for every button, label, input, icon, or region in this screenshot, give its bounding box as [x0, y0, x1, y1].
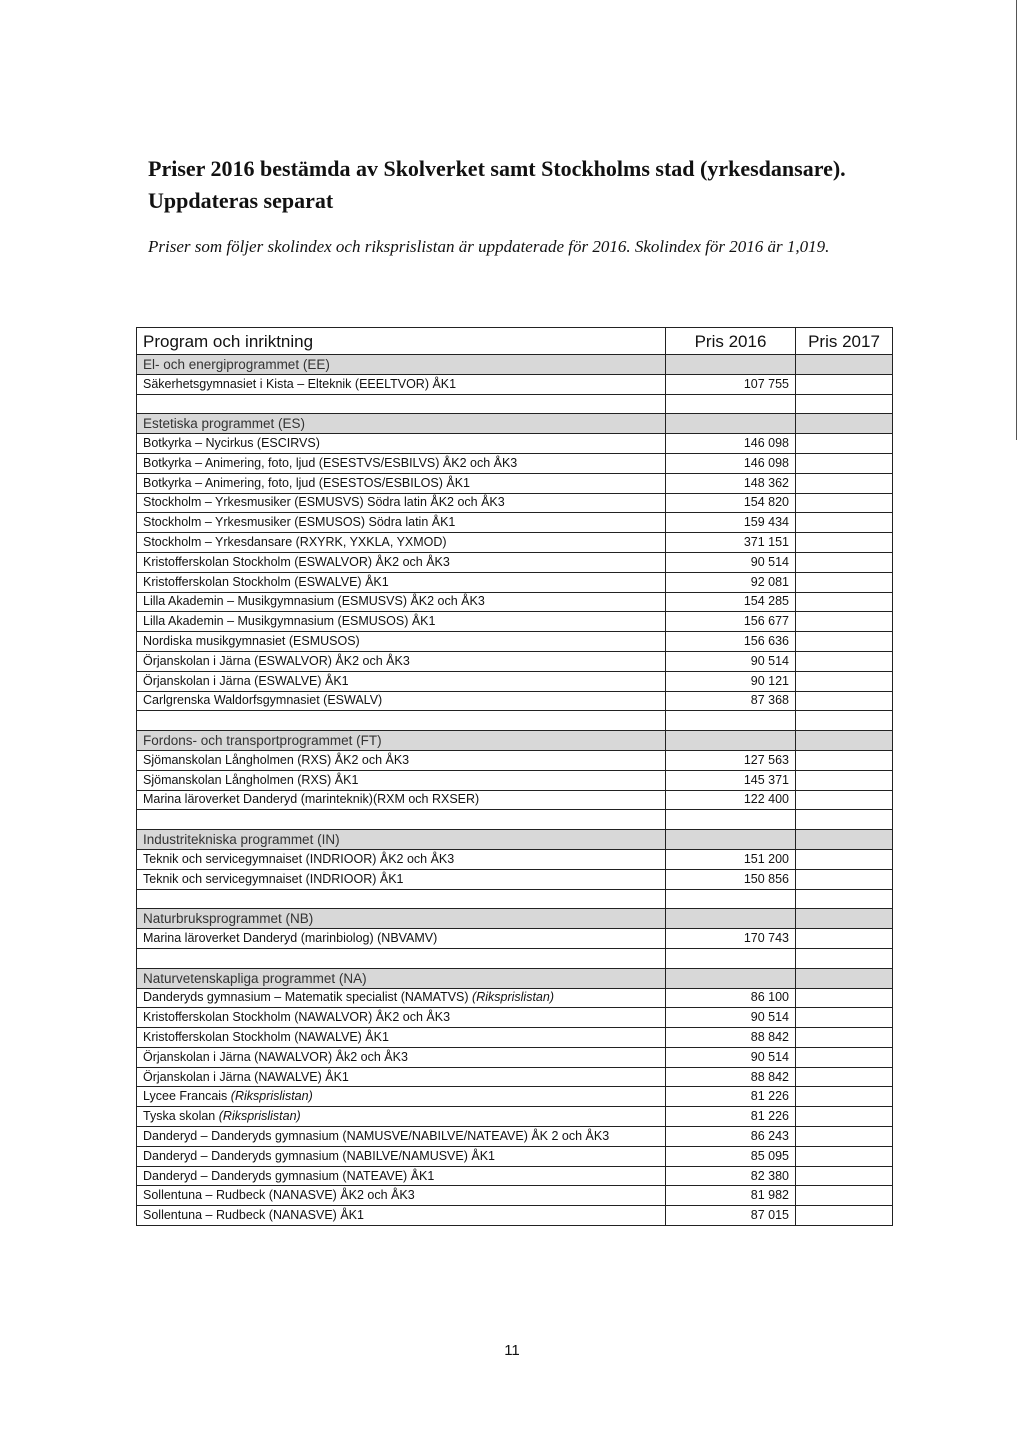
program-name: Kristofferskolan Stockholm (NAWALVE) ÅK1: [143, 1029, 389, 1044]
program-name-cell: [137, 1028, 666, 1048]
section-header-row: [137, 355, 893, 375]
program-name: Stockholm – Yrkesdansare (RXYRK, YXKLA, YXMOD): [143, 535, 447, 550]
price-2016-cell: 156 677: [666, 612, 796, 632]
page-edge-rule: [1016, 0, 1017, 440]
page-subtitle: Priser som följer skolindex och riksprislistan är uppdaterade för 2016. Skolindex för 2016 är 1,019.: [148, 237, 830, 256]
program-name: Lycee Francais: [143, 1089, 228, 1104]
program-name-cell: [137, 849, 666, 869]
price-2017-cell: [796, 671, 893, 691]
price-2017-cell: [796, 1047, 893, 1067]
table-row: [137, 929, 893, 949]
program-name-cell: [137, 988, 666, 1008]
price-2016-cell: 122 400: [666, 790, 796, 810]
program-name: Stockholm – Yrkesmusiker (ESMUSVS) Södra latin ÅK2 och ÅK3: [143, 495, 505, 510]
page-heading: Priser 2016 bestämda av Skolverket samt Stockholms stad (yrkesdansare). Uppdateras separat: [148, 156, 846, 213]
table-row: [137, 1047, 893, 1067]
section-empty-cell: [666, 414, 796, 434]
program-name: Marina läroverket Danderyd (marinteknik)(RXM och RXSER): [143, 792, 480, 807]
program-name: Tyska skolan: [143, 1109, 216, 1124]
program-name-cell: [137, 1127, 666, 1147]
program-name: Kristofferskolan Stockholm (ESWALVOR) ÅK2 och ÅK3: [143, 554, 450, 569]
table-row: [137, 572, 893, 592]
section-empty-cell: [796, 355, 893, 375]
price-2016-cell: 145 371: [666, 770, 796, 790]
table-row: [137, 1186, 893, 1206]
price-2017-cell: [796, 1008, 893, 1028]
program-name: Danderyds gymnasium – Matematik specialist (NAMATVS): [143, 990, 469, 1005]
price-2016-cell: 90 514: [666, 1047, 796, 1067]
price-2017-cell: [796, 1028, 893, 1048]
spacer-row: [137, 711, 893, 731]
page-number: 11: [504, 1342, 520, 1359]
price-2017-cell: [796, 869, 893, 889]
section-empty-cell: [666, 968, 796, 988]
program-name-cell: [137, 592, 666, 612]
price-2017-cell: [796, 374, 893, 394]
program-name-cell: [137, 869, 666, 889]
section-empty-cell: [796, 830, 893, 850]
program-name: Danderyd – Danderyds gymnasium (NAMUSVE/NABILVE/NATEAVE) ÅK 2 och ÅK3: [143, 1128, 610, 1143]
program-name-cell: [137, 1166, 666, 1186]
price-2016-cell: 92 081: [666, 572, 796, 592]
price-2016-cell: 154 285: [666, 592, 796, 612]
price-2016-cell: 81 982: [666, 1186, 796, 1206]
program-name-cell: [137, 612, 666, 632]
price-2016-cell: 82 380: [666, 1166, 796, 1186]
program-name: Botkyrka – Nycirkus (ESCIRVS): [143, 436, 320, 451]
program-name-cell: [137, 1186, 666, 1206]
price-2017-cell: [796, 1127, 893, 1147]
price-2017-cell: [796, 1146, 893, 1166]
table-row: [137, 453, 893, 473]
table-row: [137, 434, 893, 454]
program-name: Kristofferskolan Stockholm (ESWALVE) ÅK1: [143, 574, 389, 589]
program-name-cell: [137, 790, 666, 810]
spacer-cell: [137, 394, 666, 414]
price-table: [136, 327, 893, 1226]
spacer-cell: [666, 394, 796, 414]
price-2016-cell: 90 121: [666, 671, 796, 691]
table-row: [137, 1206, 893, 1226]
spacer-cell: [666, 889, 796, 909]
program-name: Örjanskolan i Järna (NAWALVOR) Åk2 och ÅK3: [143, 1049, 408, 1064]
program-name-cell: [137, 1047, 666, 1067]
table-row: [137, 513, 893, 533]
program-name-cell: [137, 552, 666, 572]
table-row: [137, 651, 893, 671]
program-name-cell: [137, 1087, 666, 1107]
price-2017-cell: [796, 453, 893, 473]
table-row: [137, 790, 893, 810]
spacer-cell: [796, 948, 893, 968]
spacer-cell: [796, 711, 893, 731]
section-empty-cell: [666, 909, 796, 929]
price-2017-cell: [796, 493, 893, 513]
section-title: Naturvetenskapliga programmet (NA): [137, 968, 666, 988]
table-row: [137, 671, 893, 691]
price-2016-cell: 148 362: [666, 473, 796, 493]
spacer-cell: [137, 711, 666, 731]
price-2017-cell: [796, 434, 893, 454]
table-row: [137, 473, 893, 493]
program-name: Örjanskolan i Järna (ESWALVOR) ÅK2 och ÅK3: [143, 653, 410, 668]
price-2016-cell: 86 100: [666, 988, 796, 1008]
program-name-cell: [137, 1008, 666, 1028]
table-row: [137, 592, 893, 612]
spacer-cell: [666, 711, 796, 731]
price-2016-cell: 371 151: [666, 533, 796, 553]
riksprislistan-note: (Riksprislistan): [472, 990, 554, 1005]
section-empty-cell: [666, 731, 796, 751]
table-row: [137, 552, 893, 572]
price-2016-cell: 146 098: [666, 453, 796, 473]
price-2017-cell: [796, 770, 893, 790]
price-2016-cell: 151 200: [666, 849, 796, 869]
section-header-row: [137, 909, 893, 929]
price-2017-cell: [796, 1067, 893, 1087]
table-header-row: [137, 328, 893, 355]
price-2017-cell: [796, 612, 893, 632]
column-header-pris-2017: Pris 2017: [796, 328, 893, 355]
program-name-cell: [137, 1146, 666, 1166]
program-name: Lilla Akademin – Musikgymnasium (ESMUSVS) ÅK2 och ÅK3: [143, 594, 485, 609]
price-2017-cell: [796, 691, 893, 711]
program-name-cell: [137, 473, 666, 493]
section-empty-cell: [796, 909, 893, 929]
price-2016-cell: 87 368: [666, 691, 796, 711]
price-2017-cell: [796, 552, 893, 572]
price-2016-cell: 159 434: [666, 513, 796, 533]
price-2017-cell: [796, 1087, 893, 1107]
price-2017-cell: [796, 572, 893, 592]
section-header-row: [137, 731, 893, 751]
price-2016-cell: 156 636: [666, 632, 796, 652]
program-name-cell: [137, 493, 666, 513]
program-name-cell: [137, 533, 666, 553]
price-2017-cell: [796, 651, 893, 671]
program-name: Kristofferskolan Stockholm (NAWALVOR) ÅK2 och ÅK3: [143, 1010, 451, 1025]
table-row: [137, 849, 893, 869]
program-name-cell: [137, 513, 666, 533]
program-name: Teknik och servicegymnaiset (INDRIOOR) ÅK1: [143, 871, 404, 886]
program-name: Lilla Akademin – Musikgymnasium (ESMUSOS) ÅK1: [143, 614, 436, 629]
program-name: Örjanskolan i Järna (ESWALVE) ÅK1: [143, 673, 349, 688]
table-row: [137, 1146, 893, 1166]
table-row: [137, 770, 893, 790]
program-name: Teknik och servicegymnaiset (INDRIOOR) ÅK2 och ÅK3: [143, 851, 455, 866]
price-2017-cell: [796, 1166, 893, 1186]
price-2016-cell: 107 755: [666, 374, 796, 394]
price-2017-cell: [796, 1107, 893, 1127]
spacer-row: [137, 394, 893, 414]
section-empty-cell: [666, 830, 796, 850]
price-2017-cell: [796, 592, 893, 612]
program-name-cell: [137, 1206, 666, 1226]
table-row: [137, 533, 893, 553]
spacer-row: [137, 810, 893, 830]
table-row: [137, 1067, 893, 1087]
table-row: [137, 612, 893, 632]
program-name: Botkyrka – Animering, foto, ljud (ESESTOS/ESBILOS) ÅK1: [143, 475, 470, 490]
program-name-cell: [137, 651, 666, 671]
price-2017-cell: [796, 1186, 893, 1206]
program-name: Sjömanskolan Långholmen (RXS) ÅK1: [143, 772, 359, 787]
spacer-cell: [796, 394, 893, 414]
price-2016-cell: 86 243: [666, 1127, 796, 1147]
program-name-cell: [137, 632, 666, 652]
price-2016-cell: 146 098: [666, 434, 796, 454]
price-2017-cell: [796, 533, 893, 553]
program-name: Marina läroverket Danderyd (marinbiolog) (NBVAMV): [143, 931, 438, 945]
table-row: [137, 632, 893, 652]
spacer-cell: [137, 889, 666, 909]
price-2017-cell: [796, 513, 893, 533]
price-2016-cell: 81 226: [666, 1107, 796, 1127]
riksprislistan-note: (Riksprislistan): [230, 1089, 313, 1104]
table-row: [137, 1087, 893, 1107]
section-empty-cell: [796, 414, 893, 434]
program-name-cell: [137, 374, 666, 394]
table-row: [137, 1028, 893, 1048]
program-name-cell: [137, 750, 666, 770]
table-row: [137, 1127, 893, 1147]
section-empty-cell: [796, 731, 893, 751]
price-2016-cell: 85 095: [666, 1146, 796, 1166]
spacer-cell: [796, 810, 893, 830]
price-2016-cell: 90 514: [666, 552, 796, 572]
program-name: Örjanskolan i Järna (NAWALVE) ÅK1: [143, 1069, 349, 1084]
price-2016-cell: 90 514: [666, 1008, 796, 1028]
spacer-cell: [796, 889, 893, 909]
price-2016-cell: 81 226: [666, 1087, 796, 1107]
price-2017-cell: [796, 750, 893, 770]
program-name: Botkyrka – Animering, foto, ljud (ESESTVS/ESBILVS) ÅK2 och ÅK3: [143, 455, 518, 470]
section-header-row: [137, 968, 893, 988]
program-name-cell: [137, 434, 666, 454]
price-2016-cell: 127 563: [666, 750, 796, 770]
section-title: Naturbruksprogrammet (NB): [137, 909, 666, 929]
section-header-row: [137, 830, 893, 850]
spacer-cell: [666, 948, 796, 968]
program-name: Nordiska musikgymnasiet (ESMUSOS): [143, 634, 360, 649]
price-2016-cell: 154 820: [666, 493, 796, 513]
program-name: Carlgrenska Waldorfsgymnasiet (ESWALV): [143, 693, 383, 708]
program-name-cell: [137, 1107, 666, 1127]
price-2017-cell: [796, 1206, 893, 1226]
price-2016-cell: 170 743: [666, 929, 796, 949]
table-row: [137, 1008, 893, 1028]
spacer-row: [137, 948, 893, 968]
section-title: Estetiska programmet (ES): [137, 414, 666, 434]
spacer-cell: [666, 810, 796, 830]
program-name: Sollentuna – Rudbeck (NANASVE) ÅK2 och ÅK3: [143, 1188, 415, 1203]
program-name-cell: [137, 671, 666, 691]
column-header-program: Program och inriktning: [137, 328, 666, 355]
table-row: [137, 1107, 893, 1127]
table-row: [137, 750, 893, 770]
price-2017-cell: [796, 988, 893, 1008]
price-2016-cell: 90 514: [666, 651, 796, 671]
price-2017-cell: [796, 929, 893, 949]
column-header-pris-2016: Pris 2016: [666, 328, 796, 355]
program-name: Danderyd – Danderyds gymnasium (NATEAVE) ÅK1: [143, 1168, 435, 1183]
table-row: [137, 988, 893, 1008]
program-name-cell: [137, 1067, 666, 1087]
price-2016-cell: 88 842: [666, 1028, 796, 1048]
table-row: [137, 374, 893, 394]
table-row: [137, 493, 893, 513]
table-row: [137, 691, 893, 711]
price-2016-cell: 150 856: [666, 869, 796, 889]
spacer-cell: [137, 948, 666, 968]
section-empty-cell: [796, 968, 893, 988]
table-row: [137, 1166, 893, 1186]
price-2017-cell: [796, 849, 893, 869]
program-name: Danderyd – Danderyds gymnasium (NABILVE/NAMUSVE) ÅK1: [143, 1148, 495, 1163]
program-name-cell: [137, 770, 666, 790]
riksprislistan-note: (Riksprislistan): [218, 1109, 301, 1124]
price-2017-cell: [796, 473, 893, 493]
spacer-cell: [137, 810, 666, 830]
price-2016-cell: 88 842: [666, 1067, 796, 1087]
program-name: Stockholm – Yrkesmusiker (ESMUSOS) Södra latin ÅK1: [143, 515, 456, 530]
program-name-cell: [137, 572, 666, 592]
program-name: Sjömanskolan Långholmen (RXS) ÅK2 och ÅK3: [143, 752, 410, 767]
section-header-row: [137, 414, 893, 434]
program-name-cell: [137, 453, 666, 473]
table-body: [137, 355, 893, 1226]
table-row: [137, 869, 893, 889]
section-empty-cell: [666, 355, 796, 375]
price-2017-cell: [796, 790, 893, 810]
program-name-cell: [137, 929, 666, 949]
program-name: Säkerhetsgymnasiet i Kista – Elteknik (EEELTVOR) ÅK1: [143, 376, 457, 391]
program-name-cell: [137, 691, 666, 711]
section-title: El- och energiprogrammet (EE): [137, 355, 666, 375]
section-title: Fordons- och transportprogrammet (FT): [137, 731, 666, 751]
price-2017-cell: [796, 632, 893, 652]
program-name: Sollentuna – Rudbeck (NANASVE) ÅK1: [143, 1208, 364, 1223]
section-title: Industritekniska programmet (IN): [137, 830, 666, 850]
price-2016-cell: 87 015: [666, 1206, 796, 1226]
spacer-row: [137, 889, 893, 909]
